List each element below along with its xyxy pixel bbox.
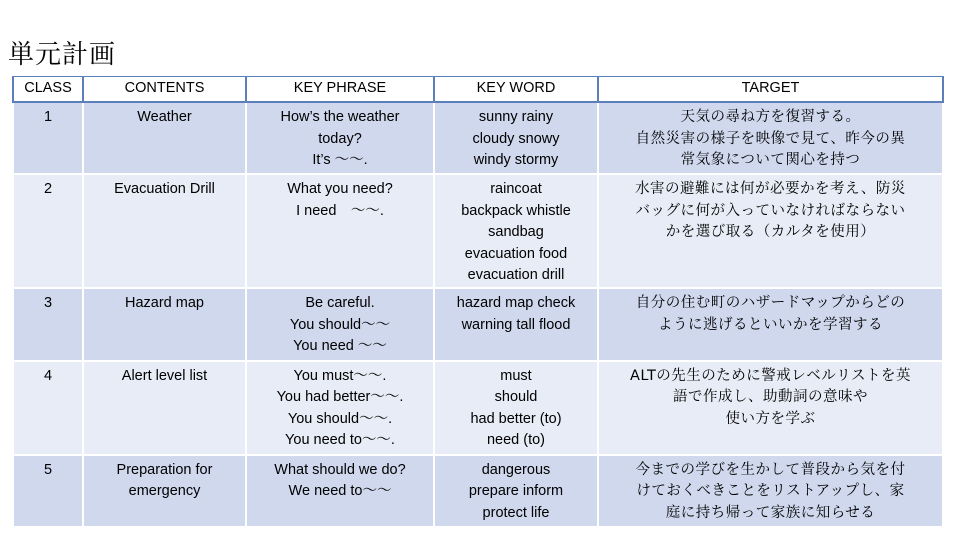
cell-class: 5 bbox=[13, 455, 83, 527]
cell-class: 4 bbox=[13, 361, 83, 455]
table-header-row bbox=[13, 77, 943, 103]
table-row bbox=[13, 174, 943, 288]
cell-key-word: sunny rainy cloudy snowy windy stormy bbox=[434, 102, 598, 174]
cell-class: 1 bbox=[13, 102, 83, 174]
cell-key-phrase: What should we do? We need to～～ bbox=[246, 455, 434, 527]
cell-key-phrase: You must～～. You had better～～. You should～～. You need to～～. bbox=[246, 361, 434, 455]
table-row bbox=[13, 455, 943, 527]
table-row bbox=[13, 102, 943, 174]
header-key-phrase: KEY PHRASE bbox=[246, 77, 434, 103]
cell-contents: Hazard map bbox=[83, 288, 246, 360]
header-class: CLASS bbox=[13, 77, 83, 103]
table-row bbox=[13, 288, 943, 360]
cell-key-word: must should had better (to) need (to) bbox=[434, 361, 598, 455]
cell-contents: Preparation for emergency bbox=[83, 455, 246, 527]
header-contents: CONTENTS bbox=[83, 77, 246, 103]
header-key-word: KEY WORD bbox=[434, 77, 598, 103]
page-title: 単元計画 bbox=[8, 40, 117, 70]
cell-key-phrase: Be careful. You should～～ You need ～～ bbox=[246, 288, 434, 360]
cell-contents: Weather bbox=[83, 102, 246, 174]
header-target: TARGET bbox=[598, 77, 943, 103]
cell-key-phrase: What you need? I need ～～. bbox=[246, 174, 434, 288]
unit-plan-table bbox=[12, 76, 944, 528]
table-row bbox=[13, 361, 943, 455]
cell-key-phrase: How’s the weather today? It’s ～～. bbox=[246, 102, 434, 174]
cell-class: 3 bbox=[13, 288, 83, 360]
cell-target: 水害の避難には何が必要かを考え、防災 バッグに何が入っていなければならない かを選び取る（カルタを使用） bbox=[598, 174, 943, 288]
cell-target: 自分の住む町のハザードマップからどの ように逃げるといいかを学習する bbox=[598, 288, 943, 360]
cell-contents: Evacuation Drill bbox=[83, 174, 246, 288]
cell-key-word: dangerous prepare inform protect life bbox=[434, 455, 598, 527]
cell-key-word: raincoat backpack whistle sandbag evacuation food evacuation drill bbox=[434, 174, 598, 288]
cell-class: 2 bbox=[13, 174, 83, 288]
cell-target: ALTの先生のために警戒レベルリストを英 語で作成し、助動詞の意味や 使い方を学ぶ bbox=[598, 361, 943, 455]
cell-contents: Alert level list bbox=[83, 361, 246, 455]
cell-target: 今までの学びを生かして普段から気を付 けておくべきことをリストアップし、家 庭に持ち帰って家族に知らせる bbox=[598, 455, 943, 527]
cell-key-word: hazard map check warning tall flood bbox=[434, 288, 598, 360]
cell-target: 天気の尋ね方を復習する。 自然災害の様子を映像で見て、昨今の異 常気象について関心を持つ bbox=[598, 102, 943, 174]
